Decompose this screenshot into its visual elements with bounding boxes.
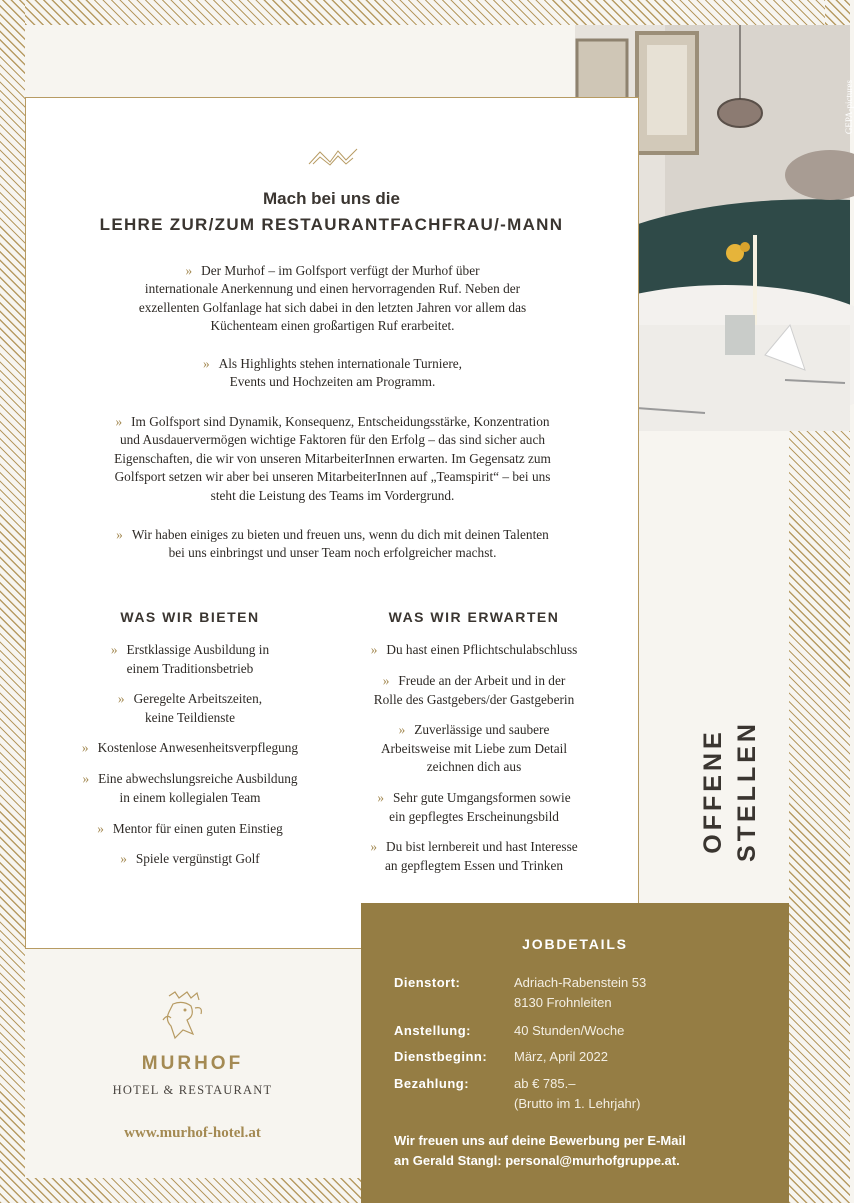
offene-stellen-line-2: STELLEN xyxy=(733,720,761,862)
bullet-mark: » xyxy=(185,263,193,278)
intro-paragraph-4: » Wir haben einiges zu bieten und freuen uns, wenn du dich mit deinen Talenten bei uns einbringst und unser Team noch erfolgreicher machst. xyxy=(116,527,549,561)
bullet-mark: » xyxy=(97,821,104,836)
bullet-mark: » xyxy=(116,527,123,542)
application-note: Wir freuen uns auf deine Bewerbung per E-Mail an Gerald Stangl: personal@murhofgruppe.at. xyxy=(394,1133,686,1168)
offer-item: » Erstklassige Ausbildung in einem Traditionsbetrieb xyxy=(110,642,270,676)
bullet-mark: » xyxy=(120,851,127,866)
bullet-mark: » xyxy=(110,642,118,657)
bullet-mark: » xyxy=(117,691,125,706)
offer-item: » Mentor für einen guten Einstieg xyxy=(97,821,283,836)
expect-item: » Zuverlässige und saubere Arbeitsweise mit Liebe zum Detail zeichnen dich aus xyxy=(380,722,568,774)
job-value-salary: ab € 785.– (Brutto im 1. Lehrjahr) xyxy=(514,1076,641,1111)
bullet-mark: » xyxy=(370,642,378,657)
job-details-box xyxy=(361,903,789,1203)
expect-item: » Sehr gute Umgangsformen sowie ein gepflegtes Erscheinungsbild xyxy=(377,790,571,824)
offer-item: » Kostenlose Anwesenheitsverpflegung xyxy=(81,740,299,755)
top-cream-panel xyxy=(25,25,575,98)
bullet-mark: » xyxy=(81,740,89,755)
job-label-employment: Anstellung: xyxy=(394,1023,471,1038)
mountain-ornament-icon xyxy=(308,148,358,166)
job-label-location: Dienstort: xyxy=(394,975,461,990)
bullet-mark: » xyxy=(398,722,406,737)
brand-name: MURHOF xyxy=(141,1053,244,1074)
brand-subtitle: HOTEL & RESTAURANT xyxy=(112,1083,273,1097)
bullet-mark: » xyxy=(202,356,210,371)
offene-stellen-label xyxy=(691,712,761,870)
bullet-mark: » xyxy=(82,771,90,786)
offer-item: » Eine abwechslungsreiche Ausbildung in einem kollegialen Team xyxy=(82,771,298,805)
frame-left xyxy=(0,0,25,1203)
bullet-mark: » xyxy=(115,414,123,429)
website-link[interactable]: www.murhof-hotel.at xyxy=(124,1125,261,1141)
offer-item: » Spiele vergünstigt Golf xyxy=(120,851,260,866)
frame-between-panels xyxy=(789,431,850,1203)
intro-paragraph-2: » Als Highlights stehen internationale Turniere, Events und Hochzeiten am Programm. xyxy=(202,356,463,390)
job-label-salary: Bezahlung: xyxy=(394,1076,470,1091)
offer-heading: WAS WIR BIETEN xyxy=(120,609,260,625)
expect-item: » Du hast einen Pflichtschulabschluss xyxy=(370,642,578,657)
expect-heading: WAS WIR ERWARTEN xyxy=(388,609,560,625)
job-value-start: März, April 2022 xyxy=(514,1049,608,1064)
bullet-mark: » xyxy=(370,839,377,854)
headline-large: LEHRE ZUR/ZUM RESTAURANTFACHFRAU/-MANN xyxy=(99,215,564,234)
offer-item: » Geregelte Arbeitszeiten, keine Teildienste xyxy=(117,691,263,725)
intro-paragraph-1: » Der Murhof – im Golfsport verfügt der Murhof über internationale Anerkennung und einen hervorragenden Ruf. Neben der exzellenten Golfanlage hat sich dabei in den letzten Jahren vor allem das Küchenteam einen großartigen Ruf erarbeitet. xyxy=(138,263,527,334)
offene-stellen-line-1: OFFENE xyxy=(699,728,727,854)
frame-top xyxy=(0,0,850,25)
bullet-mark: » xyxy=(382,673,390,688)
job-details-title: JOBDETAILS xyxy=(522,936,628,952)
bullet-mark: » xyxy=(377,790,384,805)
intro-paragraph-3: » Im Golfsport sind Dynamik, Konsequenz, Entscheidungsstärke, Konzentration und Ausdauervermögen wichtige Faktoren für den Erfolg – das sind sicher auch Eigenschaften, die wir von unseren MitarbeiterInnen erwarten. Im Gegensatz zum Golfsport setzen wir aber bei unseren MitarbeiterInnen auf „Teamspirit“ – bei uns steht die Leistung des Teams im Vordergrund. xyxy=(114,414,551,503)
headline-small: Mach bei uns die xyxy=(263,189,400,208)
expect-item: » Freude an der Arbeit und in der Rolle des Gastgebers/der Gastgeberin xyxy=(373,673,575,707)
job-value-location: Adriach-Rabenstein 53 8130 Frohnleiten xyxy=(514,975,647,1010)
job-label-start: Dienstbeginn: xyxy=(394,1049,488,1064)
lion-crest-icon xyxy=(157,990,209,1042)
photo-credit: GEPA-pictures xyxy=(844,80,854,135)
application-email-link[interactable]: an Gerald Stangl: personal@murhofgruppe.at. xyxy=(394,1153,680,1168)
expect-item: » Du bist lernbereit und hast Interesse an gepflegtem Essen und Trinken xyxy=(370,839,578,873)
job-value-employment: 40 Stunden/Woche xyxy=(514,1023,625,1038)
